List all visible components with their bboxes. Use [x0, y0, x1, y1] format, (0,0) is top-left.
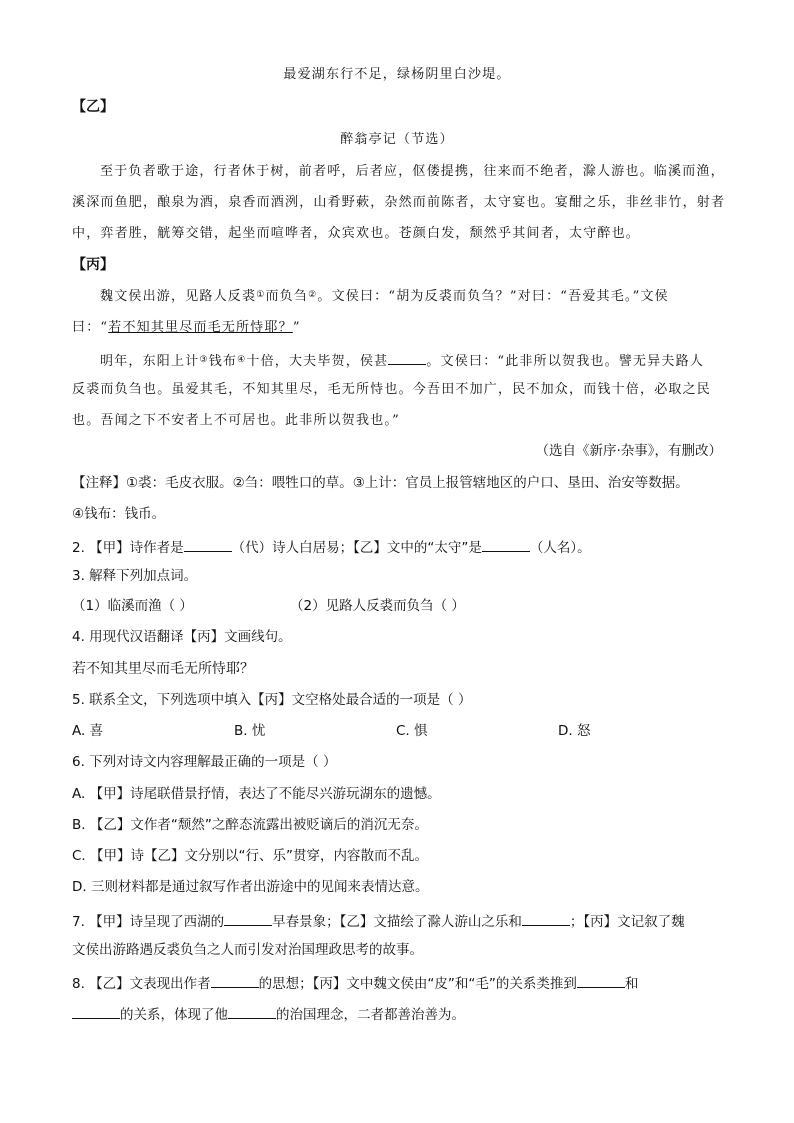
option-c[interactable]: C. 【甲】诗【乙】文分别以“行、乐”贯穿，内容散而不乱。 — [72, 848, 428, 864]
question-text: ；【丙】文记叙了魏 — [569, 914, 685, 930]
yi-text-line: 中，弈者胜，觥筹交错，起坐而喧哗者，众宾欢也。苍颜白发，颓然乎其间者，太守醉也。 — [72, 226, 641, 241]
fill-blank[interactable] — [211, 975, 259, 988]
question-text: 8. 【乙】文表现出作者 — [72, 976, 211, 992]
question-8-line2 — [72, 1006, 722, 1023]
fill-blank[interactable] — [577, 975, 625, 988]
question-text: 的思想；【丙】文中魏文侯由“皮”和“毛”的关系类推到 — [258, 976, 577, 992]
question-text: 和 — [624, 976, 639, 992]
question-text: 的治国理念，二者都善治善为。 — [276, 1007, 465, 1023]
notes-line: ④钱布：钱币。 — [72, 506, 166, 522]
fill-blank[interactable] — [522, 913, 570, 926]
bing-text-line: 反裘而负刍也。虽爱其毛，不知其里尽，毛无所恃也。今吾田不加广，民不加众，而钱十倍，必取之民 — [72, 382, 712, 397]
question-6: 6. 下列对诗文内容理解最正确的一项是（ ） — [72, 754, 337, 770]
bing-text: 钱布 — [208, 354, 238, 369]
question-5: 5. 联系全文，下列选项中填入【丙】文空格处最合适的一项是（ ） — [72, 692, 472, 708]
question-3: 3. 解释下列加点词。 — [72, 568, 198, 584]
question-text: （代）诗人白居易；【乙】文中的“太守”是 — [231, 540, 482, 556]
section-label-yi: 【乙】 — [72, 99, 114, 115]
question-8 — [72, 975, 722, 992]
question-4: 4. 用现代汉语翻译【丙】文画线句。 — [72, 629, 292, 645]
option-a[interactable]: A. 【甲】诗尾联借景抒情，表达了不能尽兴游玩湖东的遗憾。 — [72, 786, 441, 802]
bing-text: 而负刍 — [265, 289, 309, 304]
bing-text: 明年，东阳上计 — [100, 354, 200, 369]
yi-title: 醉翁亭记（节选） — [340, 132, 454, 147]
option-d[interactable]: D. 三则材料都是通过叙写作者出游途中的见闻来表情达意。 — [72, 879, 429, 895]
option-c[interactable]: C. 惧 — [396, 723, 428, 739]
fill-blank[interactable] — [224, 913, 272, 926]
source-citation: （选自《新序·杂事》，有删改） — [535, 443, 722, 459]
fill-blank[interactable] — [388, 352, 426, 365]
bing-text: ” — [292, 320, 301, 335]
note-marker: ① — [256, 290, 266, 300]
option-b[interactable]: B. 忧 — [234, 723, 266, 739]
question-7 — [72, 913, 722, 930]
section-label-bing: 【丙】 — [72, 257, 114, 273]
bing-text-line — [72, 290, 750, 303]
fill-blank[interactable] — [184, 539, 232, 552]
bing-text: 魏文侯出游，见路人反裘 — [100, 289, 257, 304]
note-marker: ② — [308, 290, 318, 300]
poem-last-line: 最爱湖东行不足，绿杨阴里白沙堤。 — [283, 67, 511, 82]
notes-line: 【注释】①裘：毛皮衣服。②刍：喂牲口的草。③上计：官员上报管辖地区的户口、垦田、治安等数据。 — [72, 475, 689, 491]
question-7-line2: 文侯出游路遇反裘负刍之人而引发对治国理政思考的故事。 — [72, 942, 423, 958]
question-3-items — [72, 600, 722, 614]
bing-text: 十倍，大夫毕贺，侯甚 — [246, 354, 389, 369]
question-text: 7. 【甲】诗呈现了西湖的 — [72, 914, 225, 930]
option-b[interactable]: B. 【乙】文作者“颓然”之醉态流露出被贬谪后的消沉无奈。 — [72, 817, 428, 833]
translate-sentence: 若不知其里尽而毛无所恃耶？ — [72, 661, 254, 677]
bing-text-line: 也。吾闻之下不安者上不可居也。此非所以贺我也。” — [72, 413, 400, 428]
bing-text: 。文侯曰：“胡为反裘而负刍？”对曰：“吾爱其毛。”文侯 — [317, 289, 669, 304]
question-5-options — [72, 725, 722, 739]
fill-blank[interactable] — [72, 1006, 120, 1019]
bing-text: 。文侯曰：“此非所以贺我也。譬无异夫路人 — [426, 354, 705, 369]
sub-question: （1）临溪而渔（ ） — [72, 598, 193, 614]
sub-question: （2）见路人反裘而负刍（ ） — [290, 598, 465, 614]
question-text: 2. 【甲】诗作者是 — [72, 540, 184, 556]
option-a[interactable]: A. 喜 — [72, 723, 104, 739]
yi-text-line: 溪深而鱼肥，酿泉为酒，泉香而酒洌，山肴野蔌，杂然而前陈者，太守宴也。宴酣之乐，非丝非竹，射者 — [72, 195, 726, 210]
bing-text-line — [72, 352, 750, 368]
question-text: 早春景象；【乙】文描绘了滁人游山之乐和 — [272, 914, 522, 930]
note-marker: ④ — [237, 355, 247, 365]
question-text: 的关系，体现了他 — [120, 1007, 228, 1023]
yi-text-line: 至于负者歌于途，行者休于树，前者呼，后者应，伛偻提携，往来而不绝者，滁人游也。临溪而渔， — [100, 164, 725, 179]
fill-blank[interactable] — [482, 539, 530, 552]
question-2 — [72, 539, 722, 556]
fill-blank[interactable] — [228, 1006, 276, 1019]
question-text: （人名）。 — [529, 540, 591, 556]
note-marker: ③ — [199, 355, 209, 365]
option-d[interactable]: D. 怒 — [558, 723, 591, 739]
bing-text-line — [72, 321, 722, 334]
underlined-sentence: 若不知其里尽而毛无所恃耶？ — [108, 320, 293, 335]
bing-text: 曰：“ — [72, 320, 109, 335]
